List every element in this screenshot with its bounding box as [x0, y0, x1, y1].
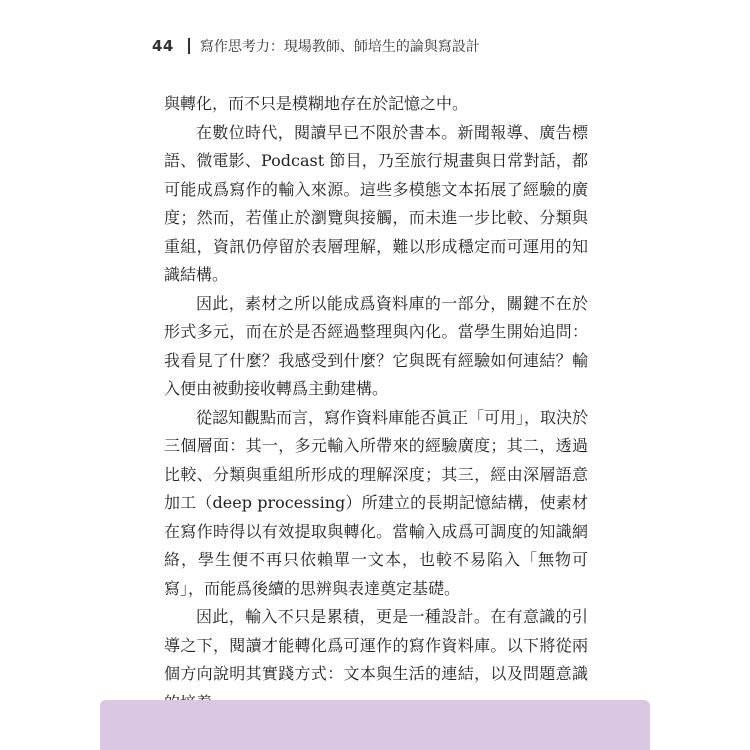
body-text [164, 90, 588, 717]
book-title: 寫作思考力：現場教師、師培生的論與寫設計 [199, 39, 480, 55]
paragraph-input-design: 因此，輸入不只是累積，更是一種設計。在有意識的引導之下，閱讀才能轉化爲可運作的寫作資料庫。以下將從兩個方向說明其實踐方式：文本與生活的連結，以及問題意識 [164, 607, 588, 683]
page-number: 44 [152, 37, 174, 55]
running-header [152, 36, 480, 56]
paragraph-continuation: 與轉化，而不只是模糊地存在於記憶之中。 [164, 94, 469, 113]
paragraph-digital-age: 在數位時代，閱讀早已不限於書本。新聞報導、廣告標語、微電影、Podcast 節目，乃至旅行規畫與日常對話，都可能成爲寫作的輸入來源。這些多模態文本拓展了經驗的廣度；然而，若僅止於瀏覽與接觸，而未進一步比較、分類與重組，資訊仍停留於表層理解，難以形成穩定而可運用的知識結構。 [164, 122, 588, 284]
paragraph-internalization: 因此，素材之所以能成爲資料庫的一部分，關鍵不在於形式多元，而在於是否經過整理與內化。當學生開始追問：我看見了什麼？我感受到什麼？它與既有經驗如何連結？輸入便由被動接收轉爲主動建構。 [164, 293, 588, 398]
header-divider [188, 38, 190, 54]
bottom-color-band [100, 700, 650, 750]
paragraph-cognitive-view: 從認知觀點而言，寫作資料庫能否眞正「可用」，取決於三個層面：其一，多元輸入所帶來的經驗廣度；其二，透過比較、分類與重組所形成的理解深度；其三，經由深層語意加工（deep processing）所建立的長期記憶結構，使素材在寫作時得以有效提取與轉化。當輸入成爲可調度的知識網絡，學生便不再只依賴單一文本，也較不易陷入「無物可寫」，而能爲後續的思辨與表達奠定基礎。 [164, 407, 589, 598]
